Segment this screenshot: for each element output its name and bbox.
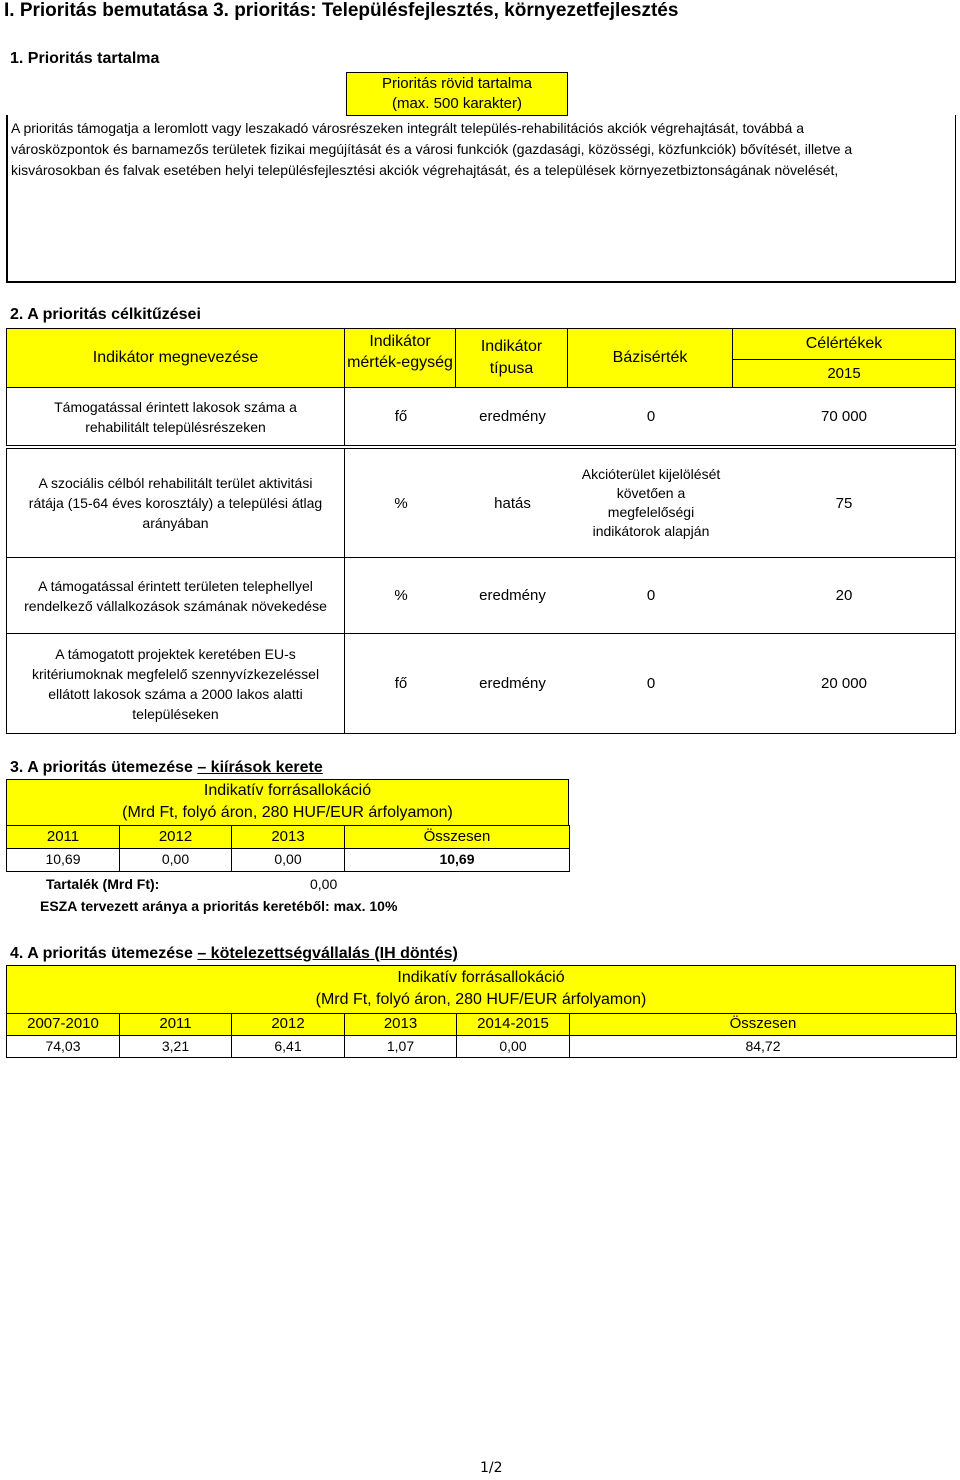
- indicator-name-line: A szociális célból rehabilitált terület aktivitási: [38, 475, 313, 491]
- section4-heading-prefix: 4. A prioritás ütemezése: [10, 945, 198, 962]
- indicator-unit: %: [394, 587, 408, 604]
- year-cell: 2011: [120, 1014, 232, 1036]
- indicator-base: 0: [646, 587, 656, 604]
- page-number: 1/2: [480, 1460, 503, 1476]
- year-cell-total: Összesen: [345, 826, 570, 849]
- indicator-target: 75: [835, 494, 853, 512]
- years-row: [7, 826, 570, 849]
- indicator-target: 70 000: [821, 408, 867, 425]
- indicator-base-line: indikátorok alapján: [592, 523, 710, 539]
- indicator-name-line: A támogatott projektek keretében EU-s: [55, 645, 296, 662]
- header-indicator-name: Indikátor megnevezése: [6, 328, 345, 388]
- header-indicator-unit: Indikátor mérték-egység: [344, 328, 456, 388]
- header-indicator-type: [455, 328, 568, 388]
- indicator-row-4: [6, 633, 956, 734]
- indicator-name: [7, 558, 345, 633]
- indicator-name: [7, 634, 345, 733]
- content-line1: A prioritás támogatja a leromlott vagy leszakadó városrészeken integrált település-rehabilitációs akciók végrehajtását, továbbá a: [11, 120, 804, 136]
- indicator-unit: fő: [394, 408, 408, 425]
- indicator-type: hatás: [494, 494, 531, 512]
- header-type-line2: típusa: [489, 360, 534, 377]
- indicator-base: 0: [646, 408, 656, 425]
- section3-heading-prefix: 3. A prioritás ütemezése: [10, 759, 198, 776]
- indicator-name-line: Támogatással érintett lakosok száma a: [54, 398, 297, 415]
- allocation-table-4: [6, 1013, 957, 1058]
- value-cell: 0,00: [232, 849, 345, 872]
- page-title: I. Prioritás bemutatása 3. prioritás: Településfejlesztés, környezetfejlesztés: [4, 0, 679, 21]
- indicator-target: 20: [835, 587, 853, 604]
- indicator-row-1: [6, 388, 956, 446]
- indicator-row-2: [6, 448, 956, 558]
- value-cell: 10,69: [7, 849, 120, 872]
- box-title-line2: (max. 500 karakter): [391, 95, 523, 112]
- indicator-target: 20 000: [821, 675, 867, 692]
- section3-heading-suffix: – kiírások kerete: [197, 759, 323, 776]
- value-cell: 1,07: [345, 1036, 457, 1058]
- reserve-label: Tartalék (Mrd Ft):: [46, 876, 160, 892]
- indicator-name-line: rehabilitált településrészeken: [85, 418, 266, 435]
- year-cell: 2014-2015: [457, 1014, 570, 1036]
- year-cell: 2007-2010: [7, 1014, 120, 1036]
- years-row: [7, 1014, 957, 1036]
- section2-heading: 2. A prioritás célkitűzései: [10, 306, 201, 323]
- box-title-line1: Prioritás rövid tartalma: [381, 75, 533, 92]
- value-cell: 0,00: [120, 849, 232, 872]
- indicator-row-3: [6, 557, 956, 634]
- indicator-name-line: településeken: [132, 705, 219, 722]
- value-cell: 3,21: [120, 1036, 232, 1058]
- indicator-name-line: rátája (15-64 éves korosztály) a települési átlag: [28, 495, 323, 511]
- value-cell-total: 84,72: [570, 1036, 957, 1058]
- header-target-year: 2015: [732, 359, 956, 388]
- reserve-value: 0,00: [310, 876, 338, 892]
- header-type-line1: Indikátor: [480, 338, 543, 355]
- values-row: [7, 849, 570, 872]
- indicator-base: 0: [646, 675, 656, 692]
- indicator-base: [568, 449, 734, 557]
- indicator-name-line: A támogatással érintett területen telephellyel: [38, 577, 313, 594]
- content-line3: kisvárosokban és falvak esetében helyi településfejlesztési akciók végrehajtását, és a települések környezetbiztonságának növelését,: [11, 162, 839, 178]
- esza-note: ESZA tervezett aránya a prioritás keretéből: max. 10%: [40, 898, 398, 914]
- allocation-title: Indikatív forrásallokáció: [397, 969, 565, 986]
- header-target-values: Célértékek: [732, 328, 956, 360]
- allocation-table-3: [6, 825, 570, 872]
- indicator-name: [7, 449, 345, 557]
- year-cell-total: Összesen: [570, 1014, 957, 1036]
- value-cell: 74,03: [7, 1036, 120, 1058]
- allocation-subtitle: (Mrd Ft, folyó áron, 280 HUF/EUR árfolyamon): [315, 991, 647, 1008]
- value-cell: 0,00: [457, 1036, 570, 1058]
- indicator-type: eredmény: [479, 408, 546, 425]
- section3-heading: [10, 759, 323, 777]
- indicator-name-line: arányában: [142, 515, 209, 531]
- value-cell: 6,41: [232, 1036, 345, 1058]
- allocation-subtitle: (Mrd Ft, folyó áron, 280 HUF/EUR árfolyamon): [122, 804, 453, 821]
- section1-heading: 1. Prioritás tartalma: [10, 50, 160, 67]
- priority-content-box: [6, 115, 956, 283]
- section4-heading-suffix: – kötelezettségvállalás (IH döntés): [197, 945, 458, 962]
- indicator-base-line: megfelelőségi: [607, 504, 695, 520]
- indicator-unit: fő: [394, 675, 408, 692]
- header-base-value: Bázisérték: [567, 328, 733, 388]
- year-cell: 2013: [345, 1014, 457, 1036]
- allocation-box-4: [6, 965, 956, 1013]
- indicator-name-line: rendelkező vállalkozások számának növekedése: [24, 597, 327, 614]
- allocation-box-3: [6, 779, 569, 825]
- indicator-type: eredmény: [479, 587, 546, 604]
- indicator-type: eredmény: [479, 675, 546, 692]
- indicator-name-line: kritériumoknak megfelelő szennyvízkezeléssel: [31, 665, 320, 682]
- indicator-name-line: ellátott lakosok száma a 2000 lakos alatti: [48, 685, 303, 702]
- content-line2: városközpontok és barnamezős területek fizikai megújítását és a városi funkciók (gazdasági, közösségi, közfunkciók) bővítését, illetve a: [11, 141, 853, 157]
- values-row: [7, 1036, 957, 1058]
- year-cell: 2012: [232, 1014, 345, 1036]
- year-cell: 2013: [232, 826, 345, 849]
- indicator-base-line: Akcióterület kijelölését: [581, 466, 721, 482]
- year-cell: 2012: [120, 826, 232, 849]
- value-cell-total: 10,69: [345, 849, 570, 872]
- priority-content-box-header: [346, 72, 568, 116]
- indicator-base-line: követően a: [616, 485, 686, 501]
- section4-heading: [10, 945, 458, 963]
- indicator-name: [7, 388, 345, 445]
- indicator-unit: %: [394, 494, 408, 512]
- year-cell: 2011: [7, 826, 120, 849]
- allocation-title: Indikatív forrásallokáció: [203, 782, 372, 799]
